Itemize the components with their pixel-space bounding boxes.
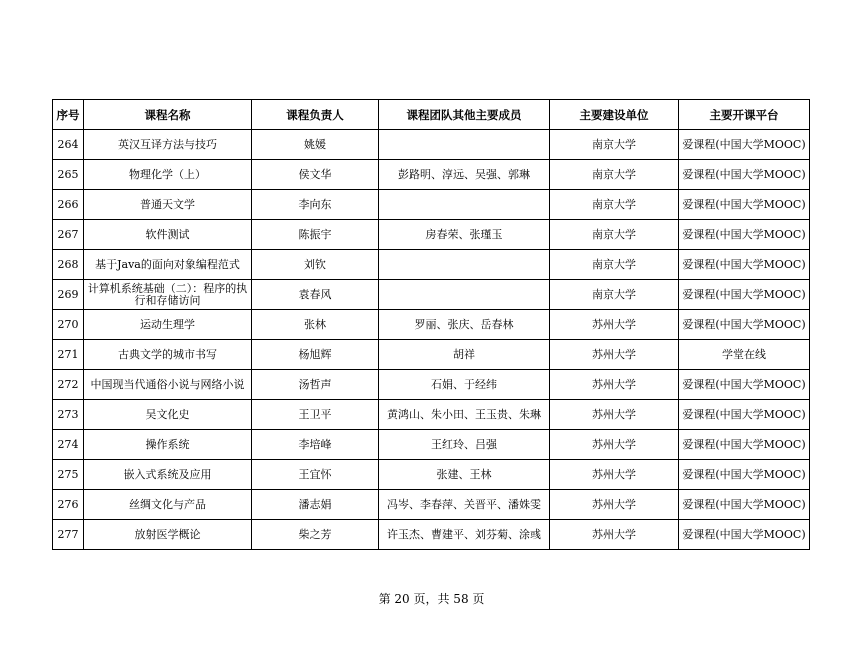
platform-cell: 爱课程(中国大学MOOC) (679, 160, 810, 190)
table-header-row (53, 100, 810, 130)
course-lead-cell: 王卫平 (252, 400, 379, 430)
institution-cell: 苏州大学 (550, 490, 679, 520)
row-index-cell: 269 (53, 280, 84, 310)
row-index-cell: 273 (53, 400, 84, 430)
team-members-cell: 许玉杰、曹建平、刘芬菊、涂彧 (379, 520, 550, 550)
header-platform: 主要开课平台 (679, 100, 810, 130)
platform-cell: 学堂在线 (679, 340, 810, 370)
team-members-cell: 黄鸿山、朱小田、王玉贵、朱琳 (379, 400, 550, 430)
team-members-cell: 石娟、于经纬 (379, 370, 550, 400)
row-index-cell: 277 (53, 520, 84, 550)
table-row (53, 280, 810, 310)
row-index-cell: 272 (53, 370, 84, 400)
course-lead-cell: 杨旭辉 (252, 340, 379, 370)
platform-cell: 爱课程(中国大学MOOC) (679, 490, 810, 520)
course-lead-cell: 陈振宇 (252, 220, 379, 250)
course-name-cell: 运动生理学 (84, 310, 252, 340)
team-members-cell (379, 190, 550, 220)
platform-cell: 爱课程(中国大学MOOC) (679, 250, 810, 280)
table-row (53, 340, 810, 370)
platform-cell: 爱课程(中国大学MOOC) (679, 430, 810, 460)
table-row (53, 400, 810, 430)
course-name-cell: 丝绸文化与产品 (84, 490, 252, 520)
table-row (53, 160, 810, 190)
platform-cell: 爱课程(中国大学MOOC) (679, 220, 810, 250)
institution-cell: 南京大学 (550, 160, 679, 190)
row-index-cell: 264 (53, 130, 84, 160)
course-lead-cell: 柴之芳 (252, 520, 379, 550)
platform-cell: 爱课程(中国大学MOOC) (679, 280, 810, 310)
header-team-members: 课程团队其他主要成员 (379, 100, 550, 130)
institution-cell: 苏州大学 (550, 340, 679, 370)
course-name-cell: 软件测试 (84, 220, 252, 250)
course-name-cell: 中国现当代通俗小说与网络小说 (84, 370, 252, 400)
institution-cell: 苏州大学 (550, 310, 679, 340)
team-members-cell: 罗丽、张庆、岳春林 (379, 310, 550, 340)
platform-cell: 爱课程(中国大学MOOC) (679, 310, 810, 340)
header-institution: 主要建设单位 (550, 100, 679, 130)
institution-cell: 南京大学 (550, 250, 679, 280)
course-table (52, 99, 810, 550)
course-lead-cell: 刘钦 (252, 250, 379, 280)
table-row (53, 370, 810, 400)
team-members-cell: 冯岑、李春萍、关晋平、潘姝雯 (379, 490, 550, 520)
course-name-cell: 计算机系统基础（二）：程序的执行和存储访问 (84, 280, 252, 310)
table-row (53, 130, 810, 160)
course-name-cell: 吴文化史 (84, 400, 252, 430)
course-name-cell: 古典文学的城市书写 (84, 340, 252, 370)
course-lead-cell: 潘志娟 (252, 490, 379, 520)
institution-cell: 苏州大学 (550, 430, 679, 460)
course-lead-cell: 袁春风 (252, 280, 379, 310)
team-members-cell (379, 250, 550, 280)
course-name-cell: 基于Java的面向对象编程范式 (84, 250, 252, 280)
header-index: 序号 (53, 100, 84, 130)
course-lead-cell: 张林 (252, 310, 379, 340)
table-row (53, 490, 810, 520)
team-members-cell (379, 130, 550, 160)
course-lead-cell: 侯文华 (252, 160, 379, 190)
header-course-lead: 课程负责人 (252, 100, 379, 130)
course-lead-cell: 汤哲声 (252, 370, 379, 400)
course-name-cell: 嵌入式系统及应用 (84, 460, 252, 490)
institution-cell: 南京大学 (550, 280, 679, 310)
table-row (53, 310, 810, 340)
course-name-cell: 操作系统 (84, 430, 252, 460)
course-name-cell: 放射医学概论 (84, 520, 252, 550)
course-lead-cell: 王宜怀 (252, 460, 379, 490)
row-index-cell: 274 (53, 430, 84, 460)
institution-cell: 苏州大学 (550, 520, 679, 550)
course-lead-cell: 李向东 (252, 190, 379, 220)
course-lead-cell: 李培峰 (252, 430, 379, 460)
row-index-cell: 267 (53, 220, 84, 250)
platform-cell: 爱课程(中国大学MOOC) (679, 460, 810, 490)
course-lead-cell: 姚媛 (252, 130, 379, 160)
team-members-cell (379, 280, 550, 310)
row-index-cell: 271 (53, 340, 84, 370)
team-members-cell: 房春荣、张瑾玉 (379, 220, 550, 250)
institution-cell: 苏州大学 (550, 400, 679, 430)
course-name-cell: 普通天文学 (84, 190, 252, 220)
row-index-cell: 270 (53, 310, 84, 340)
institution-cell: 苏州大学 (550, 460, 679, 490)
platform-cell: 爱课程(中国大学MOOC) (679, 520, 810, 550)
table-row (53, 460, 810, 490)
page-number: 第 20 页，共 58 页 (378, 592, 485, 606)
platform-cell: 爱课程(中国大学MOOC) (679, 130, 810, 160)
table-row (53, 520, 810, 550)
platform-cell: 爱课程(中国大学MOOC) (679, 190, 810, 220)
course-name-cell: 英汉互译方法与技巧 (84, 130, 252, 160)
row-index-cell: 275 (53, 460, 84, 490)
team-members-cell: 王红玲、吕强 (379, 430, 550, 460)
row-index-cell: 268 (53, 250, 84, 280)
table-row (53, 250, 810, 280)
table-body (53, 130, 810, 550)
table-row (53, 430, 810, 460)
institution-cell: 南京大学 (550, 190, 679, 220)
team-members-cell: 彭路明、淳远、吴强、郭琳 (379, 160, 550, 190)
row-index-cell: 265 (53, 160, 84, 190)
row-index-cell: 276 (53, 490, 84, 520)
row-index-cell: 266 (53, 190, 84, 220)
institution-cell: 南京大学 (550, 220, 679, 250)
course-name-cell: 物理化学（上） (84, 160, 252, 190)
platform-cell: 爱课程(中国大学MOOC) (679, 370, 810, 400)
table-row (53, 190, 810, 220)
table-row (53, 220, 810, 250)
header-course-name: 课程名称 (84, 100, 252, 130)
institution-cell: 苏州大学 (550, 370, 679, 400)
team-members-cell: 胡祥 (379, 340, 550, 370)
institution-cell: 南京大学 (550, 130, 679, 160)
team-members-cell: 张建、王林 (379, 460, 550, 490)
platform-cell: 爱课程(中国大学MOOC) (679, 400, 810, 430)
